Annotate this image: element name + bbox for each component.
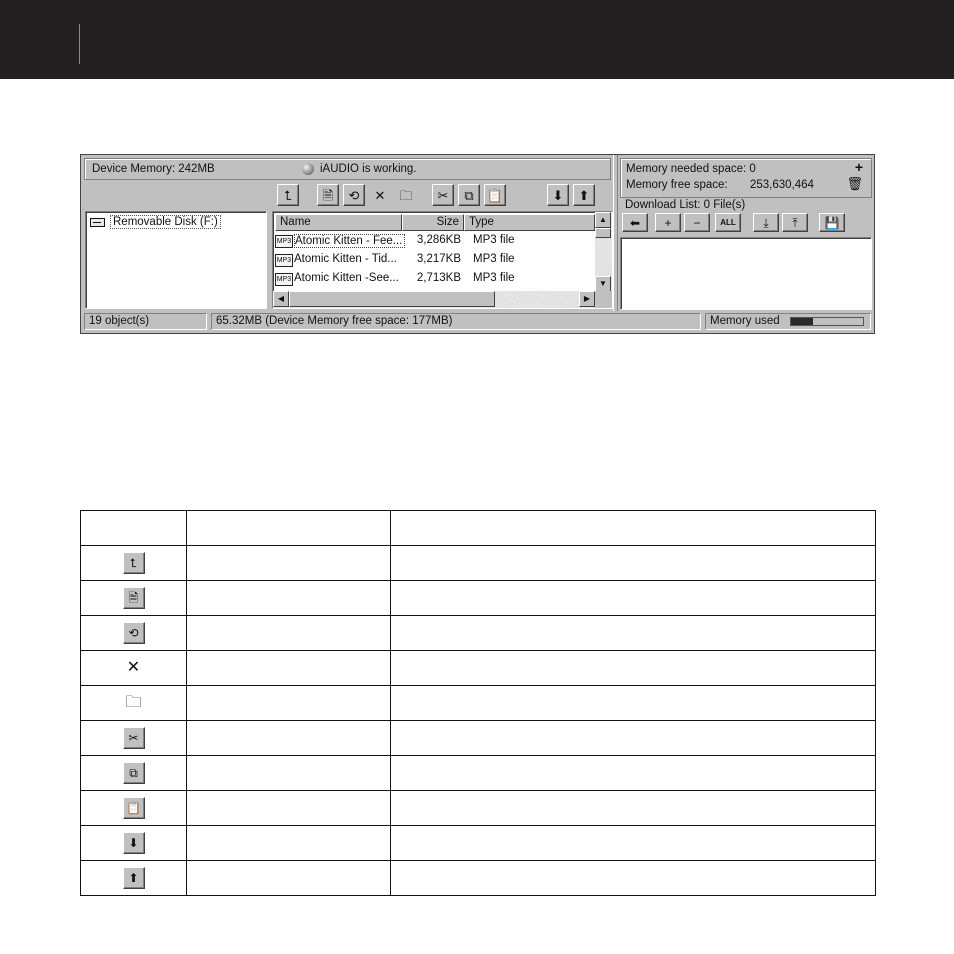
file-size: 3,217KB [416, 253, 461, 265]
description-cell [391, 861, 876, 896]
name-cell [187, 861, 391, 896]
object-count: 19 object(s) [84, 313, 207, 330]
refresh-icon: ⟲ [123, 622, 145, 644]
up-folder-icon: ⮤ [123, 552, 145, 574]
download-pane [618, 155, 875, 311]
header-cell [391, 511, 876, 546]
memory-used-panel [705, 313, 871, 330]
description-cell [391, 721, 876, 756]
up-folder-icon: ⮤ [284, 187, 292, 203]
delete-icon: ✕ [374, 187, 386, 203]
horizontal-scrollbar[interactable] [273, 291, 595, 308]
name-cell [187, 581, 391, 616]
description-cell [391, 756, 876, 791]
name-cell [187, 651, 391, 686]
paste-icon: 📋 [486, 187, 504, 203]
vertical-scroll-thumb[interactable] [595, 228, 611, 238]
space-info: 65.32MB (Device Memory free space: 177MB) [211, 313, 701, 330]
table-row [81, 826, 876, 861]
memory-used-fill [791, 318, 813, 325]
table-row [81, 686, 876, 721]
mp3-file-icon: MP3 [275, 254, 293, 267]
add-icon: + [664, 215, 672, 230]
name-cell [187, 721, 391, 756]
horizontal-scroll-thumb[interactable] [289, 291, 495, 307]
memory-needed-label: Memory needed space: 0 [626, 163, 756, 175]
copy-icon: ⧉ [123, 762, 145, 784]
move-up-button[interactable] [782, 213, 808, 232]
copy-icon: ⧉ [464, 187, 474, 203]
new-folder-button[interactable] [395, 184, 417, 206]
download-list-label: Download List: 0 File(s) [625, 199, 746, 211]
folder-tree[interactable] [85, 211, 267, 309]
properties-icon: 🗎 [322, 187, 334, 203]
paste-icon: 📋 [123, 797, 145, 819]
back-arrow-icon: ⬅ [629, 215, 641, 230]
up-folder-button[interactable] [277, 184, 299, 206]
delete-icon: ✕ [123, 657, 145, 679]
name-cell [187, 616, 391, 651]
refresh-icon: ⟲ [348, 187, 360, 203]
file-name: Atomic Kitten -See... [294, 272, 399, 284]
name-cell [187, 686, 391, 721]
device-memory-label: Device Memory: 242MB [92, 163, 215, 175]
save-icon: 💾 [824, 215, 840, 230]
mp3-file-icon: MP3 [275, 235, 293, 248]
move-down-button[interactable] [753, 213, 779, 232]
vertical-scrollbar[interactable] [595, 212, 612, 292]
list-item[interactable] [275, 233, 595, 251]
description-cell [391, 791, 876, 826]
back-button[interactable] [622, 213, 648, 232]
remove-all-button[interactable] [715, 213, 741, 232]
name-cell [187, 791, 391, 826]
list-item[interactable] [275, 271, 595, 289]
icon-cell [81, 721, 187, 756]
file-type: MP3 file [473, 234, 515, 246]
icon-cell [81, 861, 187, 896]
manager-window [80, 154, 875, 334]
description-cell [391, 616, 876, 651]
removable-disk-icon [90, 218, 105, 227]
download-icon: ⬇ [123, 832, 145, 854]
properties-icon: 🗎 [123, 587, 145, 609]
column-header-size[interactable]: Size [402, 214, 464, 231]
trash-icon[interactable]: 🗑 [846, 176, 863, 191]
cut-icon: ✂ [437, 187, 449, 203]
new-folder-icon: 🗀 [399, 187, 413, 203]
remove-button[interactable] [684, 213, 710, 232]
file-type: MP3 file [473, 253, 515, 265]
description-cell [391, 686, 876, 721]
header-cell [187, 511, 391, 546]
name-cell [187, 546, 391, 581]
column-header-type[interactable]: Type [464, 214, 595, 231]
tree-item-label: Removable Disk (F:) [110, 215, 221, 229]
delete-button[interactable] [369, 184, 391, 206]
header-band [0, 0, 954, 79]
remove-all-icon: ALL [720, 217, 736, 227]
icon-cell [81, 756, 187, 791]
status-led-icon [302, 163, 314, 175]
name-cell [187, 826, 391, 861]
file-type: MP3 file [473, 272, 515, 284]
table-row [81, 721, 876, 756]
device-status-text: iAUDIO is working. [320, 163, 417, 175]
file-size: 3,286KB [416, 234, 461, 246]
remove-icon: − [693, 215, 701, 230]
table-header-row [81, 511, 876, 546]
icon-cell [81, 546, 187, 581]
list-item[interactable] [275, 252, 595, 270]
table-row [81, 616, 876, 651]
refresh-button[interactable] [343, 184, 365, 206]
button-legend-table [80, 510, 876, 896]
download-icon: ⬇ [552, 187, 564, 203]
table-row [81, 756, 876, 791]
mp3-file-icon: MP3 [275, 273, 293, 286]
status-bar [81, 312, 874, 332]
table-row [81, 651, 876, 686]
add-button[interactable] [655, 213, 681, 232]
properties-button[interactable] [317, 184, 339, 206]
table-row [81, 581, 876, 616]
device-pane [81, 155, 613, 311]
name-cell [187, 756, 391, 791]
file-list[interactable] [272, 211, 613, 309]
memory-free-value: 253,630,464 [750, 179, 814, 191]
description-cell [391, 581, 876, 616]
description-cell [391, 651, 876, 686]
description-cell [391, 826, 876, 861]
upload-icon: ⬆ [578, 187, 590, 203]
table-row [81, 791, 876, 826]
scrollbar-corner [595, 291, 612, 308]
icon-cell [81, 581, 187, 616]
new-folder-icon: 🗀 [123, 692, 145, 714]
copy-button[interactable] [458, 184, 480, 206]
column-header-name[interactable]: Name [275, 214, 402, 231]
header-divider [79, 24, 80, 64]
table-row [81, 546, 876, 581]
cut-icon: ✂ [123, 727, 145, 749]
move-down-icon: ⤓ [763, 215, 769, 230]
icon-cell [81, 826, 187, 861]
device-info-bar [84, 158, 611, 180]
download-list[interactable] [620, 237, 872, 310]
scroll-down-button[interactable]: ▼ [595, 276, 611, 292]
memory-info-box [620, 158, 872, 198]
memory-used-bar [790, 317, 864, 326]
memory-used-label: Memory used [710, 315, 780, 327]
cut-button[interactable] [432, 184, 454, 206]
icon-cell [81, 791, 187, 826]
file-size: 2,713KB [416, 272, 461, 284]
tree-item-removable-disk[interactable] [90, 215, 221, 229]
scroll-right-button[interactable]: ▶ [579, 291, 595, 307]
file-name: Atomic Kitten - Tid... [294, 253, 397, 265]
table-row [81, 861, 876, 896]
scroll-up-button[interactable]: ▲ [595, 212, 611, 228]
plus-icon[interactable]: + [854, 159, 863, 175]
upload-icon: ⬆ [123, 867, 145, 889]
move-up-icon: ⤒ [792, 215, 798, 230]
icon-cell [81, 616, 187, 651]
header-cell [81, 511, 187, 546]
memory-free-label: Memory free space: [626, 179, 728, 191]
icon-cell [81, 686, 187, 721]
paste-button[interactable] [484, 184, 506, 206]
upload-button[interactable] [573, 184, 595, 206]
file-name: Atomic Kitten - Fee... [294, 234, 405, 248]
download-button[interactable] [547, 184, 569, 206]
icon-cell [81, 651, 187, 686]
scroll-left-button[interactable]: ◀ [273, 291, 289, 307]
save-button[interactable] [819, 213, 845, 232]
description-cell [391, 546, 876, 581]
